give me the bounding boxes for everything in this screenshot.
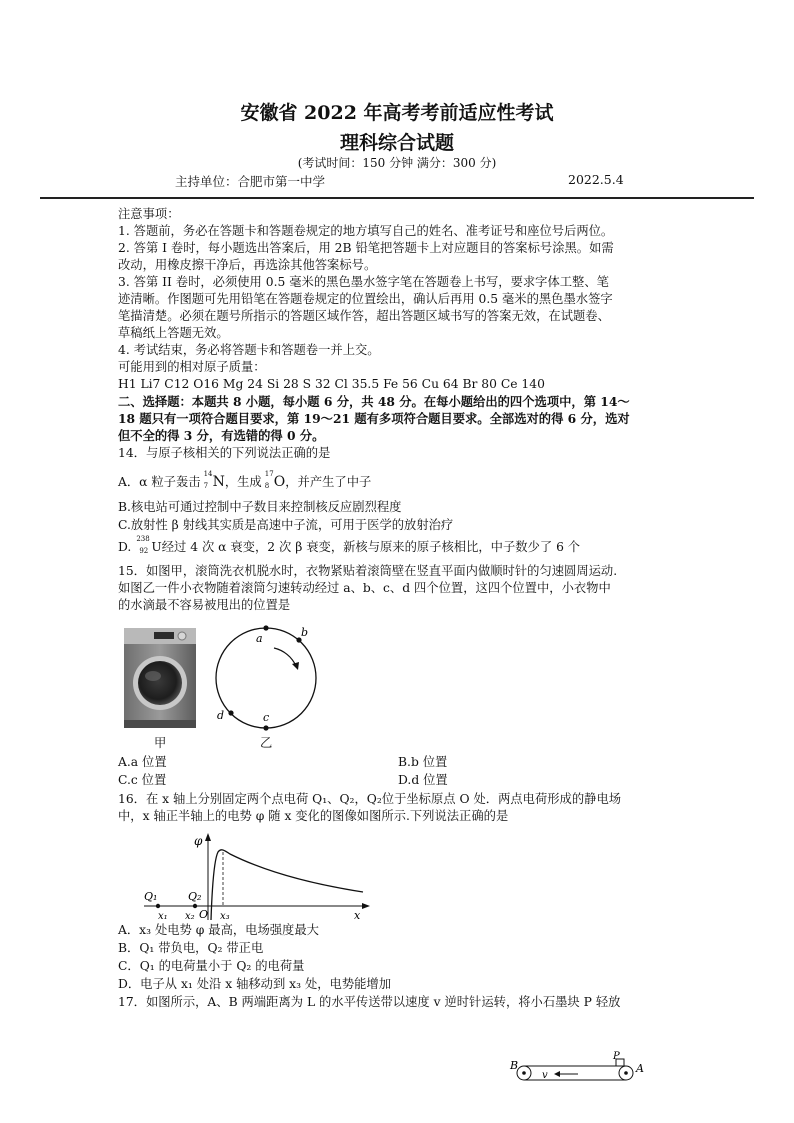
- o17-mass: 17: [264, 470, 274, 478]
- n14-mass: 14: [203, 470, 213, 478]
- note-2a: 2. 答第 I 卷时，每小题选出答案后，用 2B 铅笔把答题卡上对应题目的答案标号涂黑。如需: [118, 241, 614, 255]
- q15-option-a: A.a 位置: [118, 755, 167, 769]
- nuclide-u238: [136, 535, 162, 556]
- label-c: c: [263, 711, 270, 724]
- label-b: b: [301, 626, 309, 639]
- q1-label: Q₁: [144, 890, 158, 903]
- label-b-end: B: [510, 1059, 519, 1072]
- exam-title: 安徽省 2022 年高考考前适应性考试: [240, 102, 554, 124]
- n14-symbol: N: [212, 474, 225, 490]
- x3-label: x₃: [220, 911, 230, 922]
- q15-line1: 15．如图甲，滚筒洗衣机脱水时，衣物紧贴着滚筒壁在竖直平面内做顺时针的匀速圆周运动.: [118, 564, 618, 578]
- n14-number: 7: [203, 482, 209, 490]
- fig-jia-label: 甲: [154, 736, 167, 750]
- x-label: x: [354, 909, 361, 922]
- q15-option-b: B.b 位置: [398, 755, 448, 769]
- left-roller-axle: [522, 1071, 526, 1075]
- label-d: d: [217, 709, 225, 722]
- section2-line2: 18 题只有一项符合题目要求，第 19～21 题有多项符合题目要求。全部选对的得 6 分，选对: [118, 411, 630, 426]
- q14-d-post: 经过 4 次 α 衰变，2 次 β 衰变，新核与原来的原子核相比，中子数少了 6 个: [161, 540, 581, 554]
- exam-subtitle: 理科综合试题: [339, 132, 454, 154]
- note-2b: 改动，用橡皮擦干净后，再选涂其他答案标号。: [118, 258, 377, 272]
- q14-d-pre: D.: [118, 540, 132, 554]
- u238-mass: 238: [136, 535, 150, 543]
- origin-label: O: [199, 908, 209, 921]
- o17-number: 8: [264, 482, 270, 490]
- door-glass: [138, 661, 182, 705]
- q14-stem: 14．与原子核相关的下列说法正确的是: [118, 446, 331, 460]
- note-3c: 笔描清楚。必须在题号所指示的答题区域作答，超出答题区域书写的答案无效，在试题卷、: [118, 309, 610, 323]
- point-a-dot: [263, 625, 268, 630]
- washing-machine-image: [118, 626, 202, 730]
- x2-label: x₂: [185, 911, 195, 922]
- point-d-dot: [228, 710, 233, 715]
- machine-base: [124, 720, 196, 728]
- rotation-arrow: [274, 648, 296, 666]
- point-c-dot: [263, 725, 268, 730]
- q14-option-d: [118, 535, 581, 556]
- potential-graph: [138, 830, 378, 922]
- q16-option-c: C．Q₁ 的电荷量小于 Q₂ 的电荷量: [118, 959, 305, 973]
- notes-heading: 注意事项：: [118, 207, 180, 221]
- q14-option-a: [118, 470, 372, 491]
- u238-number: 92: [139, 547, 149, 555]
- q14-option-c: C.放射性 β 射线其实质是高速中子流，可用于医学的放射治疗: [118, 518, 454, 532]
- label-a-end: A: [636, 1062, 644, 1075]
- exam-info: (考试时间：150 分钟 满分：300 分): [297, 156, 497, 170]
- note-4: 4. 考试结束，务必将答题卡和答题卷一并上交。: [118, 343, 380, 357]
- atomic-heading: 可能用到的相对原子质量：: [118, 360, 266, 374]
- x1-label: x₁: [158, 911, 168, 922]
- q17-line1: 17．如图所示，A、B 两端距离为 L 的水平传送带以速度 v 逆时针运转，将小石墨块 P 轻放: [118, 995, 621, 1009]
- u238-symbol: U: [151, 540, 162, 554]
- drum-diagram: [212, 620, 324, 735]
- x-axis-arrow: [362, 903, 370, 909]
- label-p: P: [613, 1051, 620, 1062]
- section2-line3: 但不全的得 3 分，有选错的得 0 分。: [118, 428, 325, 443]
- q16-line1: 16．在 x 轴上分别固定两个点电荷 Q₁、Q₂，Q₂位于坐标原点 O 处．两点电荷形成的静电场: [118, 792, 622, 806]
- label-v: v: [542, 1070, 548, 1081]
- phi-axis-arrow: [205, 833, 211, 841]
- q14-option-b: B.核电站可通过控制中子数目来控制核反应剧烈程度: [118, 500, 402, 514]
- q14-a-mid: ，生成: [224, 475, 262, 489]
- q15-line3: 的水滴最不容易被甩出的位置是: [118, 598, 291, 612]
- q14-a-pre: A．α 粒子轰击: [118, 475, 201, 489]
- exam-date: 2022.5.4: [568, 172, 624, 187]
- display-panel: [154, 632, 174, 639]
- q16-option-b: B．Q₁ 带负电，Q₂ 带正电: [118, 941, 264, 955]
- header-divider: [40, 197, 754, 199]
- note-3a: 3. 答第 II 卷时，必须使用 0.5 毫米的黑色墨水签字笔在答题卷上书写，要求字体工整、笔: [118, 275, 609, 289]
- nuclide-o17: [264, 470, 286, 491]
- phi-label: φ: [194, 834, 203, 848]
- atomic-masses: H1 Li7 C12 O16 Mg 24 Si 28 S 32 Cl 35.5 Fe 56 Cu 64 Br 80 Ce 140: [118, 377, 545, 391]
- q16-line2: 中，x 轴正半轴上的电势 φ 随 x 变化的图像如图所示.下列说法正确的是: [118, 809, 509, 823]
- host-unit: 主持单位：合肥市第一中学: [175, 174, 326, 189]
- q16-option-d: D．电子从 x₁ 处沿 x 轴移动到 x₃ 处，电势能增加: [118, 977, 392, 991]
- note-3b: 迹清晰。作图题可先用铅笔在答题卷规定的位置绘出，确认后再用 0.5 毫米的黑色墨水签字: [118, 292, 613, 306]
- label-a: a: [256, 632, 263, 645]
- q1-dot: [156, 904, 160, 908]
- fig-yi-label: 乙: [260, 736, 273, 750]
- q15-option-d: D.d 位置: [398, 773, 448, 787]
- o17-symbol: O: [273, 474, 286, 490]
- q15-option-c: C.c 位置: [118, 773, 167, 787]
- right-roller-axle: [624, 1071, 628, 1075]
- q2-dot: [193, 904, 197, 908]
- q16-option-a: A．x₃ 处电势 φ 最高，电场强度最大: [118, 923, 319, 937]
- note-3d: 草稿纸上答题无效。: [118, 326, 229, 340]
- note-1: 1. 答题前，务必在答题卡和答题卷规定的地方填写自己的姓名、准考证号和座位号后两位。: [118, 224, 614, 238]
- q15-line2: 如图乙一件小衣物随着滚筒匀速转动经过 a、b、c、d 四个位置，这四个位置中，小衣物中: [118, 581, 611, 595]
- q14-a-post: ，并产生了中子: [285, 475, 372, 489]
- nuclide-n14: [203, 470, 225, 491]
- section2-line1: 二、选择题：本题共 8 小题，每小题 6 分，共 48 分。在每小题给出的四个选项中，第 14～: [118, 394, 630, 409]
- q2-label: Q₂: [188, 890, 202, 903]
- conveyor-belt-diagram: [506, 1050, 656, 1086]
- velocity-arrowhead: [554, 1071, 560, 1077]
- phi-curve: [211, 850, 363, 920]
- rotation-arrowhead: [292, 662, 299, 670]
- glass-highlight: [145, 671, 161, 681]
- dial-knob: [178, 632, 186, 640]
